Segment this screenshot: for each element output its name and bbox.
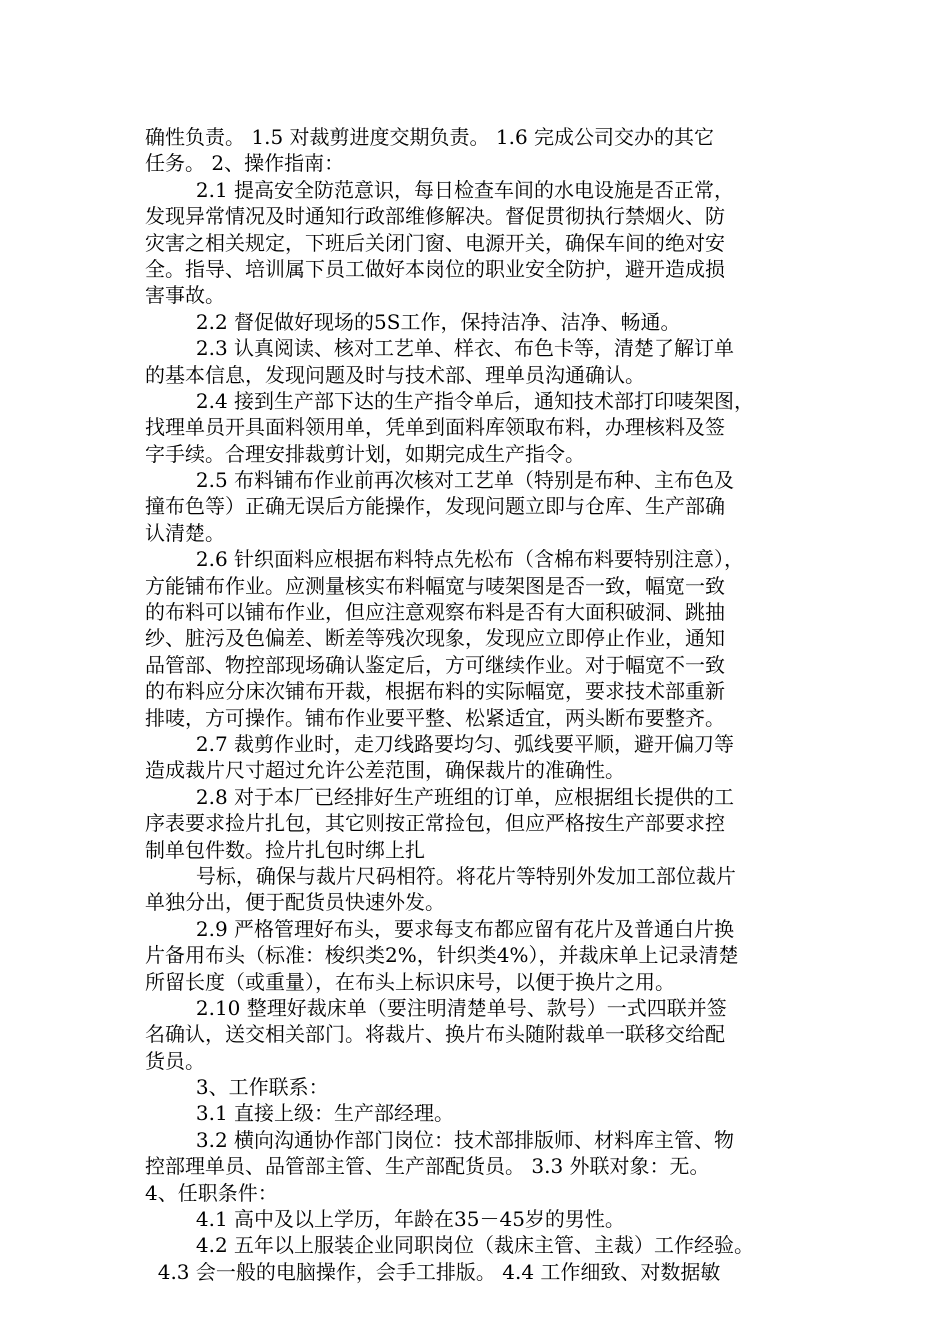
text-line: 找理单员开具面料领用单，凭单到面料库领取布料，办理核料及签 — [145, 415, 725, 440]
text-line: 排唛，方可操作。铺布作业要平整、松紧适宜，两头断布要整齐。 — [145, 705, 725, 730]
text-line: 2.2 督促做好现场的5S工作，保持洁净、洁净、畅通。 — [145, 309, 681, 334]
text-line: 品管部、物控部现场确认鉴定后，方可继续作业。对于幅宽不一致 — [145, 652, 725, 677]
text-line: 发现异常情况及时通知行政部维修解决。督促贯彻执行禁烟火、防 — [145, 204, 725, 229]
text-line: 的基本信息，发现问题及时与技术部、理单员沟通确认。 — [145, 362, 645, 387]
text-line: 全。指导、培训属下员工做好本岗位的职业安全防护，避开造成损 — [145, 256, 725, 281]
text-line: 2.6 针织面料应根据布料特点先松布（含棉布料要特别注意）， — [145, 547, 745, 572]
text-line: 4.1 高中及以上学历，年龄在35－45岁的男性。 — [145, 1207, 625, 1232]
text-line: 3.1 直接上级：生产部经理。 — [145, 1101, 455, 1126]
text-line: 2.10 整理好裁床单（要注明清楚单号、款号）一式四联并签 — [145, 995, 727, 1020]
text-line: 造成裁片尺寸超过允许公差范围，确保裁片的准确性。 — [145, 758, 625, 783]
text-line: 名确认，送交相关部门。将裁片、换片布头随附裁单一联移交给配 — [145, 1022, 725, 1047]
text-line: 2.7 裁剪作业时，走刀线路要均匀、弧线要平顺，避开偏刀等 — [145, 731, 735, 756]
body-text — [145, 124, 845, 1285]
text-line: 片备用布头（标准：梭织类2%，针织类4%），并裁床单上记录清楚 — [145, 943, 739, 968]
text-line: 认清楚。 — [145, 520, 225, 545]
text-line: 3、工作联系： — [145, 1075, 329, 1100]
text-line: 3.2 横向沟通协作部门岗位：技术部排版师、材料库主管、物 — [145, 1127, 735, 1152]
text-line: 字手续。合理安排裁剪计划，如期完成生产指令。 — [145, 441, 585, 466]
text-line: 4.3 会一般的电脑操作，会手工排版。 4.4 工作细致、对数据敏 — [145, 1259, 721, 1284]
text-line: 2.9 严格管理好布头，要求每支布都应留有花片及普通白片换 — [145, 916, 735, 941]
text-line: 的布料应分床次铺布开裁，根据布料的实际幅宽，要求技术部重新 — [145, 679, 725, 704]
text-line: 任务。 2、操作指南： — [145, 151, 345, 176]
text-line: 2.4 接到生产部下达的生产指令单后，通知技术部打印唛架图， — [145, 388, 755, 413]
text-line: 4.2 五年以上服装企业同职岗位（裁床主管、主裁）工作经验。 — [145, 1233, 755, 1258]
text-line: 灾害之相关规定，下班后关闭门窗、电源开关，确保车间的绝对安 — [145, 230, 725, 255]
text-line: 单独分出，便于配货员快速外发。 — [145, 890, 445, 915]
text-line: 纱、脏污及色偏差、断差等残次现象，发现应立即停止作业，通知 — [145, 626, 725, 651]
text-line: 撞布色等）正确无误后方能操作，发现问题立即与仓库、生产部确 — [145, 494, 725, 519]
text-line: 确性负责。 1.5 对裁剪进度交期负责。 1.6 完成公司交办的其它 — [145, 125, 715, 149]
text-line: 制单包件数。捡片扎包时绑上扎 — [145, 837, 425, 862]
text-line: 4、任职条件： — [145, 1180, 278, 1205]
text-line: 的布料可以铺布作业，但应注意观察布料是否有大面积破洞、跳抽 — [145, 600, 725, 625]
text-line: 控部理单员、品管部主管、生产部配货员。 3.3 外联对象：无。 — [145, 1154, 710, 1179]
text-line: 序表要求捡片扎包，其它则按正常捡包，但应严格按生产部要求控 — [145, 811, 725, 836]
text-line: 害事故。 — [145, 283, 225, 308]
text-line: 所留长度（或重量），在布头上标识床号，以便于换片之用。 — [145, 969, 675, 994]
text-line: 货员。 — [145, 1048, 205, 1073]
text-line: 2.5 布料铺布作业前再次核对工艺单（特别是布种、主布色及 — [145, 468, 735, 493]
text-line: 方能铺布作业。应测量核实布料幅宽与唛架图是否一致，幅宽一致 — [145, 573, 725, 598]
text-line: 号标，确保与裁片尺码相符。将花片等特别外发加工部位裁片 — [145, 863, 736, 888]
text-line: 2.8 对于本厂已经排好生产班组的订单，应根据组长提供的工 — [145, 784, 735, 809]
text-line: 2.1 提高安全防范意识，每日检查车间的水电设施是否正常， — [145, 177, 735, 202]
text-line: 2.3 认真阅读、核对工艺单、样衣、布色卡等，清楚了解订单 — [145, 336, 735, 361]
